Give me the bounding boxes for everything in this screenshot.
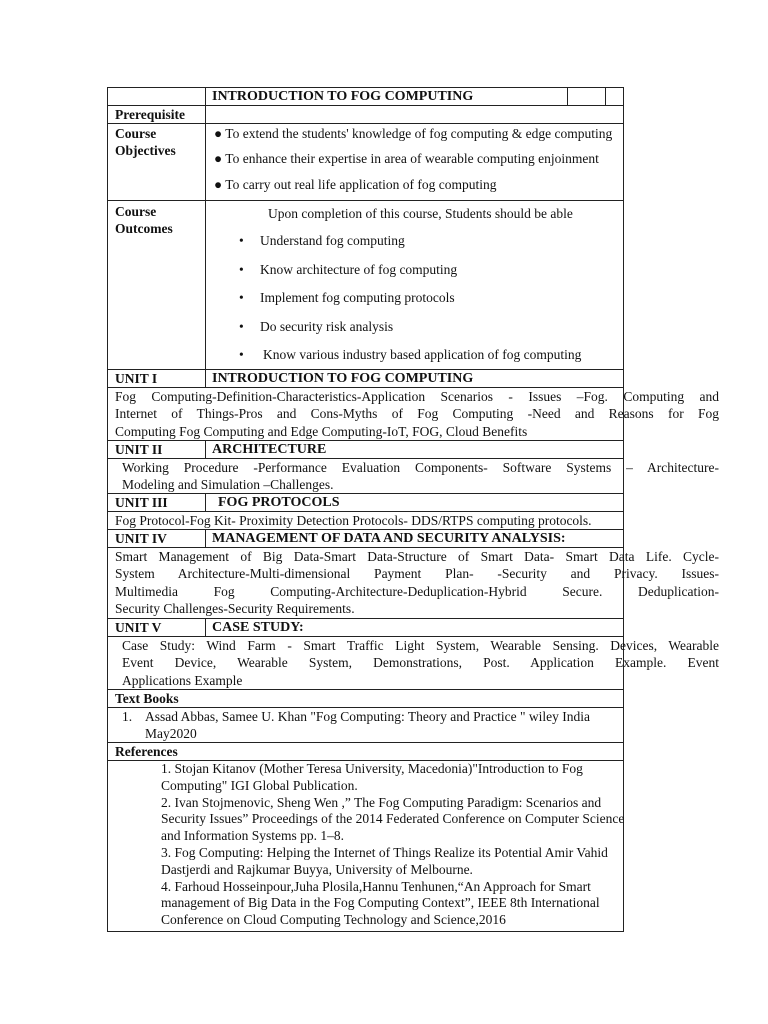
unit-2-body: [107, 459, 719, 494]
bullet-icon: ●: [214, 151, 223, 166]
bullet-icon: ●: [214, 177, 223, 192]
reference-line: 3. Fog Computing: Helping the Internet of Things Realize its Potential Amir Vahid: [161, 844, 608, 860]
references-list: [161, 761, 624, 929]
reference-line: Conference on Cloud Computing Technology and Science,2016: [161, 912, 506, 928]
objective-item: ● To extend the students' knowledge of fog computing & edge computing: [214, 126, 613, 141]
textbooks-label: Text Books: [115, 691, 179, 706]
unit-5-content: Case Study: Wind Farm - Smart Traffic Light System, Wearable Sensing. Devices, Wearable Event Device, Wearable System, Demonstrations, Post. Application Example. Event Applications Example: [122, 638, 719, 688]
textbook-text: Assad Abbas, Samee U. Khan "Fog Computing: Theory and Practice " wiley India May2020: [145, 709, 590, 741]
textbooks-body: [107, 708, 624, 743]
unit-4-content: Smart Management of Big Data-Smart Data-Structure of Smart Data- Smart Data Life. Cycle- System Architecture-Multi-dimensional Payment Plan- -Security and Privacy. Issues- Multimedia Fog Computing-Architecture-Deduplication-Hybrid Secure. Deduplication- Security Challenges-Security Requirements.: [115, 549, 719, 617]
unit-1-title: INTRODUCTION TO FOG COMPUTING: [212, 371, 474, 386]
unit-3-header: [107, 494, 624, 512]
unit-3-label: UNIT III: [108, 494, 206, 511]
textbooks-header: [107, 690, 624, 708]
unit-1-body: [107, 388, 719, 441]
outcome-item: • Implement fog computing protocols: [239, 290, 455, 305]
course-title: INTRODUCTION TO FOG COMPUTING: [212, 89, 474, 104]
unit-2-header: [107, 441, 624, 459]
title-extra-cell-1: [567, 88, 606, 105]
outcome-item: • Know architecture of fog computing: [239, 262, 458, 277]
unit-3-content: Fog Protocol-Fog Kit- Proximity Detection Protocols- DDS/RTPS computing protocols.: [115, 513, 592, 528]
title-extra-cell-2: [605, 88, 626, 105]
unit-1-label: UNIT I: [108, 370, 206, 387]
unit-5-label: UNIT V: [108, 619, 206, 636]
unit-4-body: [107, 548, 719, 619]
unit-1-header: [107, 370, 624, 388]
reference-line: 4. Farhoud Hosseinpour,Juha Plosila,Hannu Tenhunen,“An Approach for Smart: [161, 878, 591, 894]
textbook-item: [122, 708, 132, 725]
unit-4-label: UNIT IV: [108, 530, 206, 547]
title-row-blank-cell: [108, 88, 206, 105]
outcomes-intro: Upon completion of this course, Students should be able: [268, 206, 573, 221]
outcomes-row: [107, 201, 624, 370]
outcome-item: • Understand fog computing: [239, 233, 405, 248]
syllabus-table: [107, 87, 719, 932]
objectives-label: Course Objectives: [108, 124, 206, 200]
reference-line: and Information Systems pp. 1–8.: [161, 828, 344, 844]
unit-4-title: MANAGEMENT OF DATA AND SECURITY ANALYSIS:: [212, 531, 566, 546]
objective-item: ● To enhance their expertise in area of wearable computing enjoinment: [214, 151, 599, 166]
unit-4-header: [107, 530, 624, 548]
reference-line: 2. Ivan Stojmenovic, Sheng Wen ,” The Fog Computing Paradigm: Scenarios and: [161, 794, 602, 810]
reference-line: 1. Stojan Kitanov (Mother Teresa University, Macedonia)"Introduction to Fog: [161, 761, 583, 776]
textbook-number: 1.: [122, 709, 133, 724]
unit-3-title: FOG PROTOCOLS: [218, 495, 340, 510]
unit-2-title: ARCHITECTURE: [212, 442, 327, 457]
bullet-icon: •: [239, 262, 244, 277]
bullet-icon: •: [239, 347, 244, 362]
outcome-item: • Do security risk analysis: [239, 319, 394, 334]
outcome-item: • Know various industry based application of fog computing: [239, 347, 582, 362]
title-row: [107, 87, 624, 106]
objective-item: ● To carry out real life application of fog computing: [214, 177, 497, 192]
bullet-icon: •: [239, 319, 244, 334]
reference-line: management of Big Data in the Fog Computing Context”, IEEE 8th International: [161, 895, 600, 911]
references-header: [107, 743, 624, 761]
bullet-icon: ●: [214, 126, 223, 141]
references-label: References: [115, 744, 178, 759]
reference-line: Computing" IGI Global Publication.: [161, 777, 358, 793]
unit-3-body: [107, 512, 624, 530]
unit-5-body: [107, 637, 719, 690]
bullet-icon: •: [239, 233, 244, 248]
outcomes-label: Course Outcomes: [108, 201, 206, 369]
unit-2-content: Working Procedure -Performance Evaluation Components- Software Systems – Architecture- Modeling and Simulation –Challenges.: [122, 460, 719, 493]
prerequisite-label: Prerequisite: [108, 106, 206, 123]
bullet-icon: •: [239, 290, 244, 305]
unit-5-title: CASE STUDY:: [212, 620, 304, 635]
unit-5-header: [107, 619, 624, 637]
objectives-row: [107, 124, 624, 201]
unit-2-label: UNIT II: [108, 441, 206, 458]
reference-line: Dastjerdi and Rajkumar Buyya, University of Melbourne.: [161, 861, 473, 877]
reference-line: Security Issues” Proceedings of the 2014 Federated Conference on Computer Science: [161, 811, 625, 827]
prerequisite-row: [107, 106, 624, 124]
references-body: [107, 761, 624, 932]
unit-1-content: Fog Computing-Definition-Characteristics-Application Scenarios - Issues –Fog. Computing and Internet of Things-Pros and Cons-Myths of Fog Computing -Need and Reasons for Fog Computing Fog Computing and Edge Computing-IoT, FOG, Cloud Benefits: [115, 389, 719, 439]
